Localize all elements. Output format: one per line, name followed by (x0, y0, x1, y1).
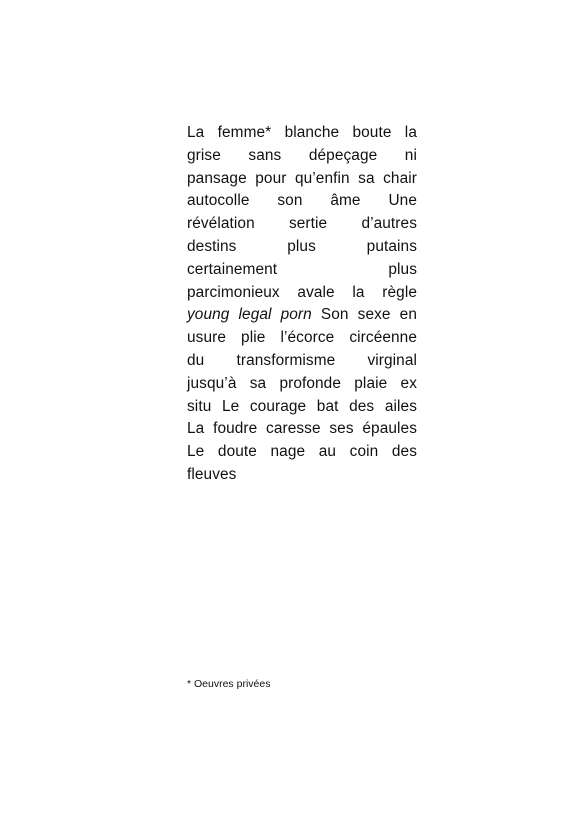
poem-line: La femme* blanche boute la (187, 124, 417, 141)
poem-line: pansage pour qu’enfin sa chair (187, 169, 417, 187)
poem-line: fleuves (187, 465, 237, 483)
poem-line: jusqu’à sa profonde plaie ex (187, 374, 417, 392)
poem-line: Le doute nage au coin des (187, 443, 417, 461)
poem-line: La foudre caresse ses épaules (187, 420, 417, 438)
italic-phrase: young legal porn (187, 306, 312, 324)
footnote: * Oeuvres privées (187, 678, 271, 690)
poem-line: révélation sertie d’autres (187, 215, 417, 233)
poem-line: autocolle son âme Une (187, 192, 417, 210)
poem-line: du transformisme virginal (187, 351, 417, 369)
poem-line: situ Le courage bat des ailes (187, 397, 417, 415)
line-text: Son sexe en (311, 306, 417, 324)
poem-body (187, 122, 417, 487)
poem-line: certainement plus (187, 260, 417, 278)
poem-line: destins plus putains (187, 237, 417, 255)
poem-line: grise sans dépeçage ni (187, 146, 417, 164)
poem-line: parcimonieux avale la règle (187, 283, 417, 301)
poem-line (187, 304, 417, 327)
poem-line: usure plie l’écorce circéenne (187, 329, 417, 347)
